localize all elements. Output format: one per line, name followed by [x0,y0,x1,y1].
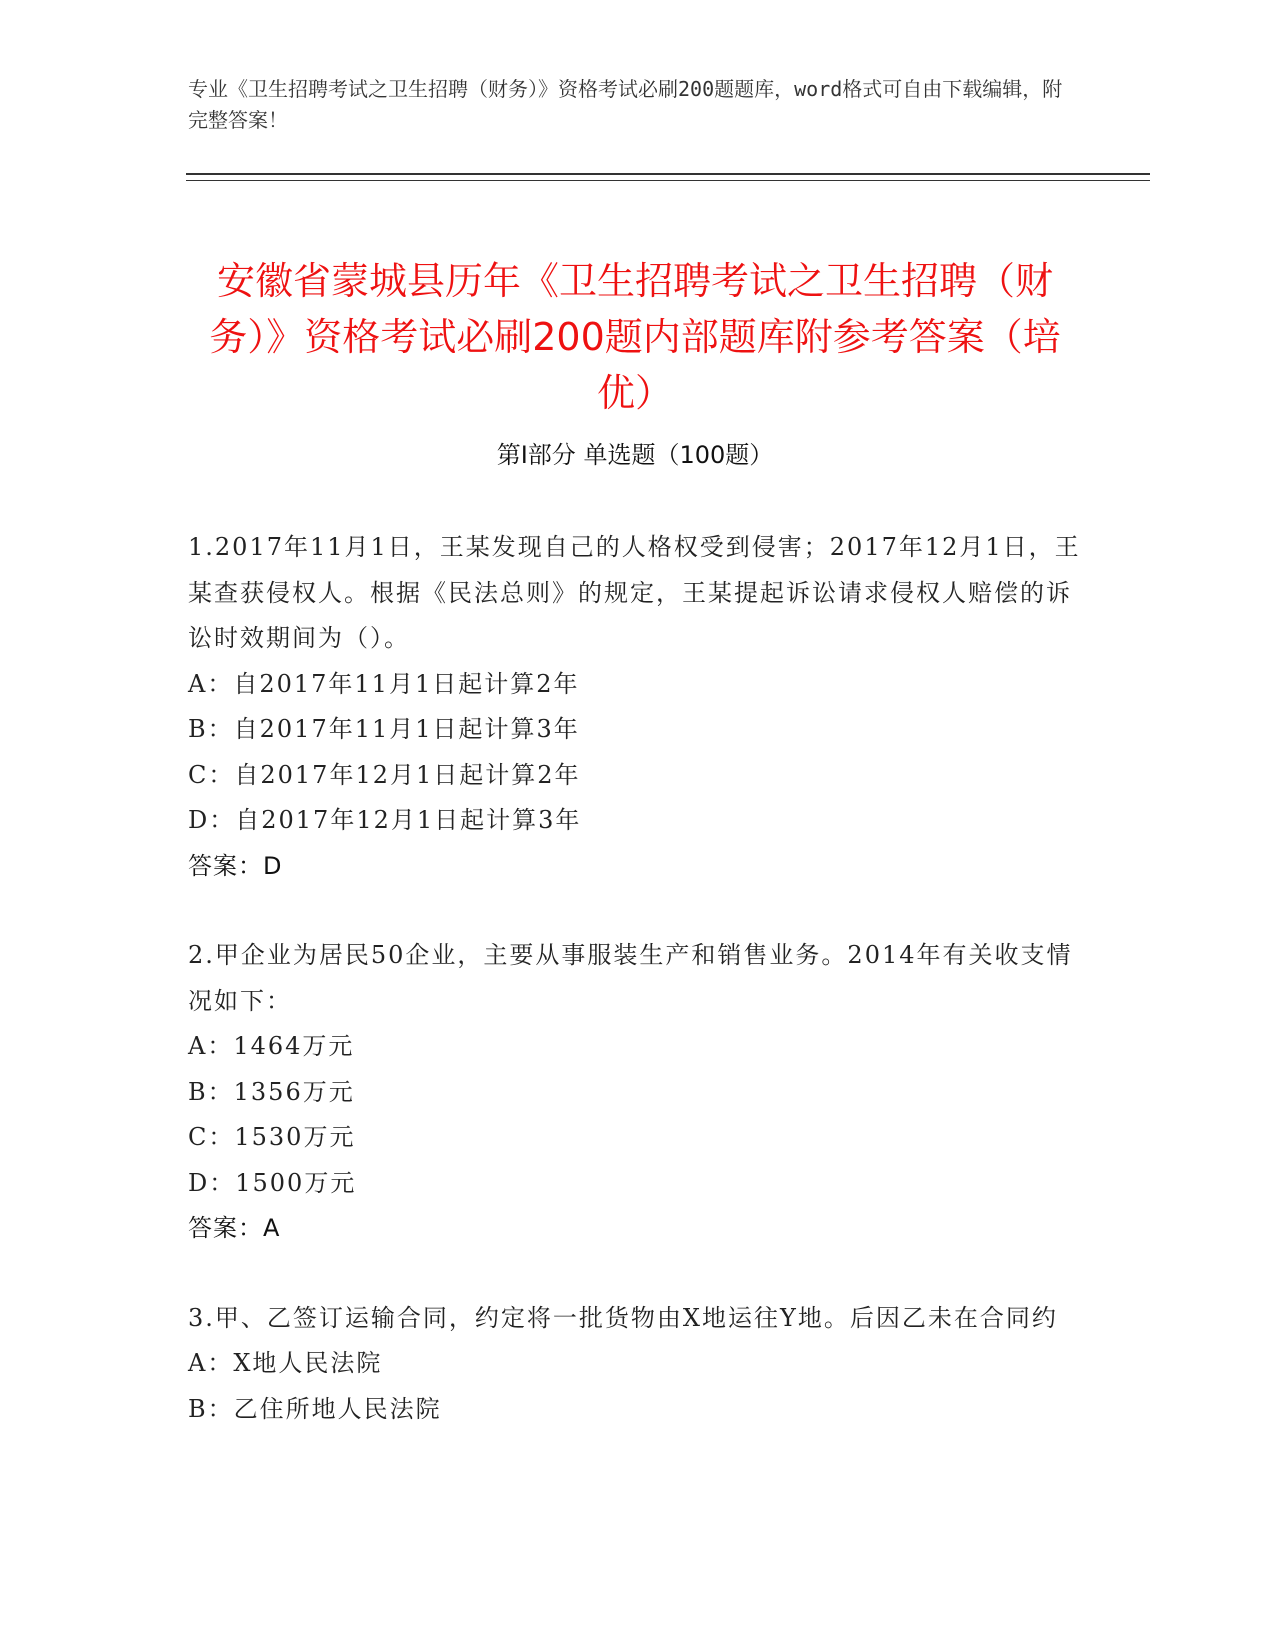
answer: 答案：A [188,1214,281,1242]
option-a: A：自2017年11月1日起计算2年 [188,669,580,698]
option-b: B：自2017年11月1日起计算3年 [188,715,580,743]
question-2 [188,933,1088,1252]
option-a: A：1464万元 [188,1032,355,1060]
option-a: A：X地人民法院 [188,1349,383,1377]
question-list [188,525,1088,1432]
question-1 [188,525,1088,889]
answer: 答案：D [188,851,283,880]
header-rule-thick [186,173,1150,175]
header-rule-thin [186,180,1150,181]
question-stem: 3.甲、乙签订运输合同，约定将一批货物由X地运往Y地。后因乙未在合同约 [188,1303,1058,1332]
question-stem: 1.2017年11月1日，王某发现自己的人格权受到侵害；2017年12月1日，王某查获侵权人。根据《民法总则》的规定，王某提起诉讼请求侵权人赔偿的诉讼时效期间为（）。 [188,533,1081,652]
option-b: B：乙住所地人民法院 [188,1394,442,1423]
question-3 [188,1296,1088,1433]
document-title: 安徽省蒙城县历年《卫生招聘考试之卫生招聘（财务）》资格考试必刷200题内部题库附参考答案（培优） [209,259,1061,416]
option-b: B：1356万元 [188,1077,355,1106]
option-c: C：1530万元 [188,1123,356,1151]
option-d: D：1500万元 [188,1168,357,1197]
header-note: 专业《卫生招聘考试之卫生招聘（财务）》资格考试必刷200题题库，word格式可自由下载编辑，附完整答案！ [188,77,1063,132]
option-c: C：自2017年12月1日起计算2年 [188,760,581,789]
question-stem: 2.甲企业为居民50企业，主要从事服装生产和销售业务。2014年有关收支情况如下： [188,941,1073,1015]
option-d: D：自2017年12月1日起计算3年 [188,806,582,834]
section-heading: 第I部分 单选题（100题） [496,441,774,469]
